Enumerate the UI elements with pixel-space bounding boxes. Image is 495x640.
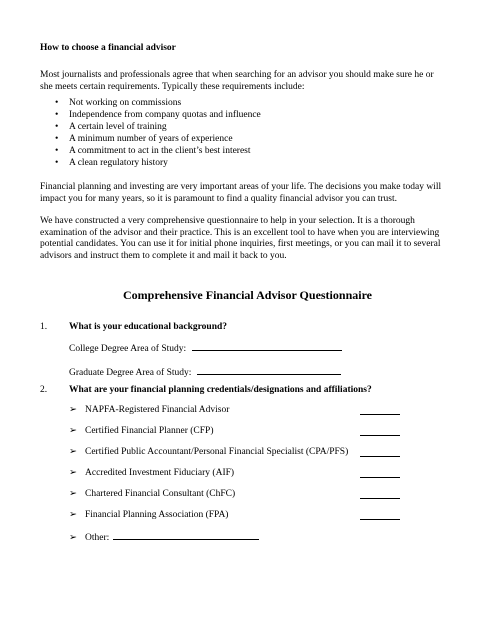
list-item: • A commitment to act in the client’s best interest <box>55 146 251 156</box>
option-cfp-blank[interactable] <box>360 434 400 436</box>
paragraph-line: advisors and instruct them to complete it and mail it back to you. <box>40 250 287 261</box>
intro-line: Most journalists and professionals agree that when searching for an advisor you should make sure he or <box>40 70 434 80</box>
questionnaire-paragraph <box>40 216 460 262</box>
list-item: • Not working on commissions <box>55 98 182 108</box>
arrow-bullet-icon: ➢ <box>69 426 77 436</box>
option-cfp: ➢ Certified Financial Planner (CFP) <box>69 426 214 436</box>
other-input-line[interactable] <box>113 530 259 540</box>
other-label: Other: <box>85 533 110 543</box>
graduate-degree-row <box>69 365 341 379</box>
paragraph-line: examination of the advisor and their practice. This is an excellent tool to have when you are interviewing <box>40 227 440 238</box>
bullet-icon: • <box>55 98 59 108</box>
option-cpa-pfs: ➢ Certified Public Accountant/Personal Financial Specialist (CPA/PFS) <box>69 447 349 457</box>
college-degree-label: College Degree Area of Study: <box>69 344 187 354</box>
option-cpa-pfs-blank[interactable] <box>360 455 400 457</box>
intro-line: she meets certain requirements. Typically these requirements include: <box>40 81 305 92</box>
arrow-bullet-icon: ➢ <box>69 447 77 457</box>
list-item: • A certain level of training <box>55 122 167 132</box>
importance-paragraph <box>40 182 460 205</box>
arrow-bullet-icon: ➢ <box>69 533 77 543</box>
paragraph-line: impact you for many years, so it is paramount to find a quality financial advisor you can trust. <box>40 193 397 204</box>
question-number: 1. <box>40 322 48 332</box>
intro-paragraph <box>40 70 460 93</box>
requirements-list <box>55 97 261 169</box>
bullet-icon: • <box>55 110 59 120</box>
bullet-icon: • <box>55 158 59 168</box>
list-item: • Independence from company quotas and influence <box>55 110 261 120</box>
section-heading: How to choose a financial advisor <box>40 43 176 53</box>
graduate-degree-label: Graduate Degree Area of Study: <box>69 368 192 378</box>
option-other <box>69 530 259 543</box>
paragraph-line: We have constructed a very comprehensive questionnaire to help in your selection. It is a thorough <box>40 216 415 226</box>
arrow-bullet-icon: ➢ <box>69 468 77 478</box>
option-napfa: ➢ NAPFA-Registered Financial Advisor <box>69 405 230 415</box>
option-fpa-blank[interactable] <box>360 518 400 520</box>
option-fpa: ➢ Financial Planning Association (FPA) <box>69 510 229 520</box>
question-number: 2. <box>40 385 48 395</box>
graduate-degree-input-line[interactable] <box>197 365 341 375</box>
bullet-icon: • <box>55 122 59 132</box>
option-aif: ➢ Accredited Investment Fiduciary (AIF) <box>69 468 235 478</box>
option-chfc: ➢ Chartered Financial Consultant (ChFC) <box>69 489 236 499</box>
paragraph-line: Financial planning and investing are very important areas of your life. The decisions you make today will <box>40 182 442 192</box>
arrow-bullet-icon: ➢ <box>69 489 77 499</box>
arrow-bullet-icon: ➢ <box>69 510 77 520</box>
list-item: • A minimum number of years of experience <box>55 134 233 144</box>
bullet-icon: • <box>55 146 59 156</box>
question-text: What is your educational background? <box>69 322 228 332</box>
option-aif-blank[interactable] <box>360 476 400 478</box>
option-chfc-blank[interactable] <box>360 497 400 499</box>
arrow-bullet-icon: ➢ <box>69 405 77 415</box>
list-item: • A clean regulatory history <box>55 158 168 168</box>
bullet-icon: • <box>55 134 59 144</box>
questionnaire-title: Comprehensive Financial Advisor Questionnaire <box>122 288 373 302</box>
college-degree-input-line[interactable] <box>192 341 342 351</box>
option-napfa-blank[interactable] <box>360 413 400 415</box>
paragraph-line: potential candidates. You can use it for initial phone inquiries, first meetings, or you can mail it to several <box>40 239 441 249</box>
question-text: What are your financial planning credentials/designations and affiliations? <box>69 385 372 395</box>
college-degree-row <box>69 341 342 355</box>
